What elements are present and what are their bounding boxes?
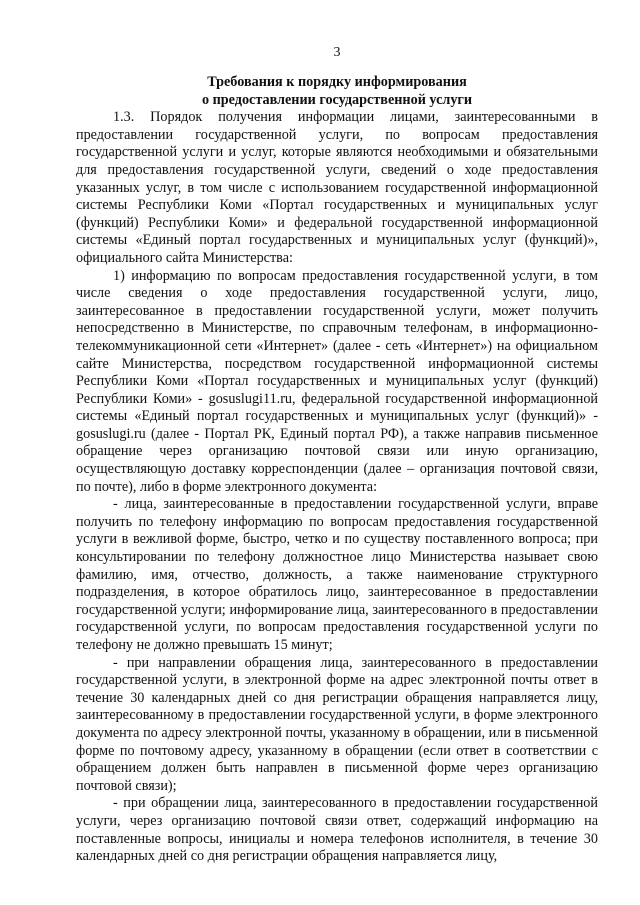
paragraph-phone-info: - лица, заинтересованные в предоставлении государственной услуги, вправе получить по телефону информацию по вопросам предоставления государственной услуги в вежливой форме, быстро, четко и по существу поставленного вопроса; при консультировании по телефону должностное лицо Министерства называет свою фамилию, имя, отчество, должность, а также наименование структурного подразделения, в которое обратилось лицо, заинтересованное в предоставлении государственной услуги; информирование лица, заинтересованного в предоставлении государственной услуги, по вопросам предоставления государственной услуги по телефону не должно превышать 15 минут; — [76, 496, 598, 653]
paragraph-email-info: - при направлении обращения лица, заинтересованного в предоставлении государственной услуги, в электронной форме на адрес электронной почты ответ в течение 30 календарных дней со дня регистрации обращения направляется лицу, заинтересованному в предоставлении государственной услуги, в форме электронного документа по адресу электронной почты, указанному в обращении, или в письменной форме по почтовому адресу, указанному в обращении (если ответ в соответствии с обращением должен быть направлен в письменной форме через организацию почтовой связи); — [76, 654, 598, 794]
section-heading — [76, 74, 598, 109]
paragraph-postal-info: - при обращении лица, заинтересованного в предоставлении государственной услуги, через организацию почтовой связи ответ, содержащий информацию на поставленные вопросы, инициалы и номера телефонов исполнителя, в течение 30 календарных дней со дня регистрации обращения направляется лицу, — [76, 795, 598, 865]
page-number: 3 — [333, 45, 341, 60]
heading-line-1: Требования к порядку информирования — [207, 74, 467, 90]
heading-line-2: о предоставлении государственной услуги — [201, 91, 473, 108]
paragraph-item-1: 1) информацию по вопросам предоставления государственной услуги, в том числе сведения о ходе предоставления государственной услуги, лицо, заинтересованное в предоставлении государственной услуги, может получить непосредственно в Министерстве, по справочным телефонам, в информационно-телекоммуникационной сети «Интернет» (далее - сеть «Интернет») на официальном сайте Министерства, посредством государственной информационной системы Республики Коми «Портал государственных и муниципальных услуг (функций) Республики Коми» - gosuslugi11.ru, федеральной государственной информационной системы «Единый портал государственных и муниципальных услуг (функций)» - gosuslugi.ru (далее - Портал РК, Единый портал РФ), а также направив письменное обращение через организацию почтовой связи или иную организацию, осуществляющую доставку корреспонденции (далее – организация почтовой связи, по почте), либо в форме электронного документа: — [76, 267, 598, 495]
paragraph-1-3: 1.3. Порядок получения информации лицами, заинтересованными в предоставлении государственной услуги, по вопросам предоставления государственной услуги и услуг, которые являются необходимыми и обязательными для предоставления государственной услуги, сведений о ходе предоставления указанных услуг, в том числе с использованием государственной информационной системы Республики Коми «Портал государственных и муниципальных услуг (функций) Республики Коми» и федеральной государственной информационной системы «Единый портал государственных и муниципальных услуг (функций)», официального сайта Министерства: — [76, 109, 598, 266]
